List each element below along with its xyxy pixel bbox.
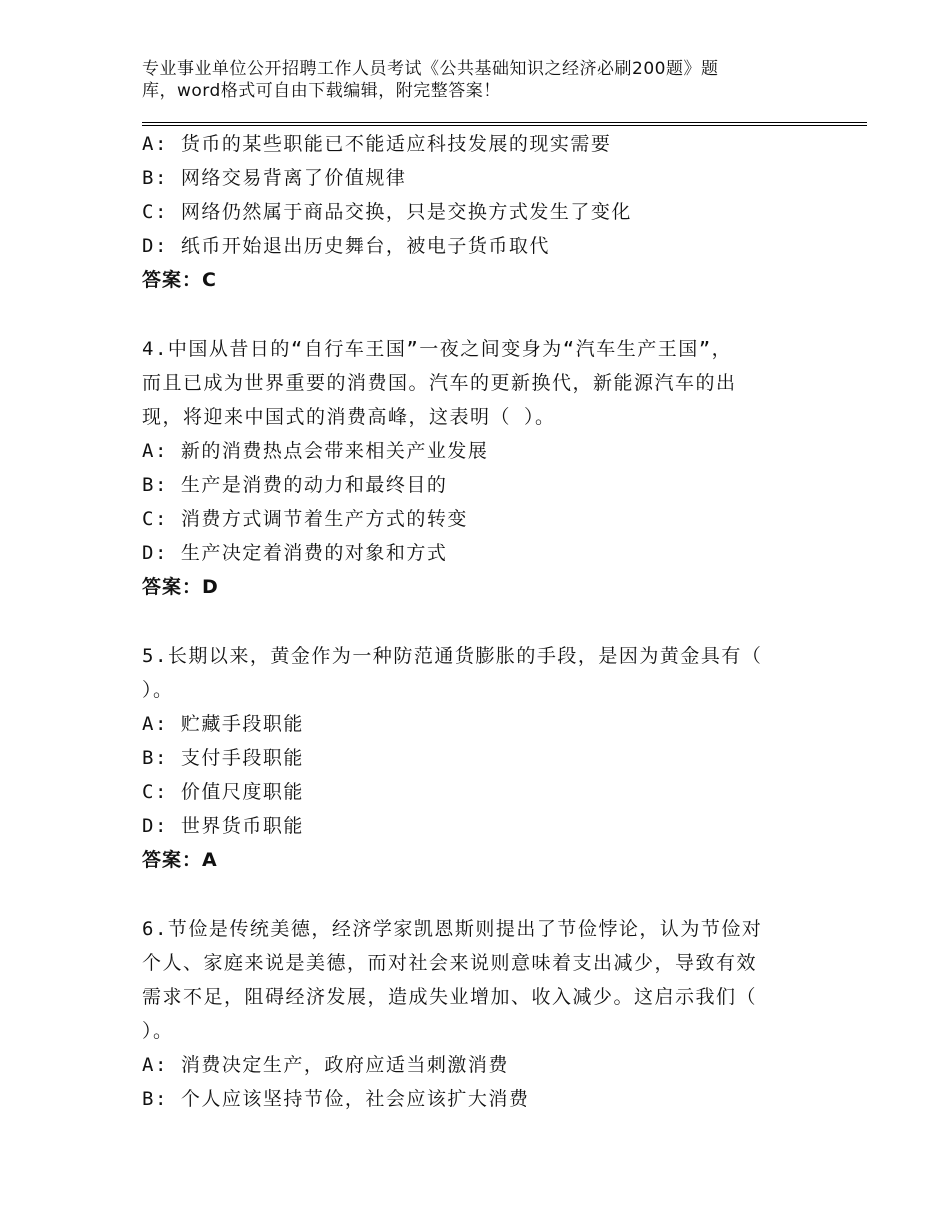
header-divider-top: [142, 122, 867, 123]
q4-stem-line-2: 而且已成为世界重要的消费国。汽车的更新换代，新能源汽车的出: [142, 372, 737, 394]
q5-option-c: C: 价值尺度职能: [142, 781, 304, 803]
q4-option-c: C: 消费方式调节着生产方式的转变: [142, 508, 468, 530]
q5-stem-line-1: 5.长期以来，黄金作为一种防范通货膨胀的手段，是因为黄金具有（: [142, 645, 763, 667]
q4-option-b: B: 生产是消费的动力和最终目的: [142, 474, 448, 496]
q3-option-c: C: 网络仍然属于商品交换，只是交换方式发生了变化: [142, 201, 632, 223]
document-header: [142, 58, 782, 102]
q3-option-d: D: 纸币开始退出历史舞台，被电子货币取代: [142, 235, 550, 257]
q6-stem-line-4: ）。: [142, 1020, 174, 1042]
header-line-2: 库，word格式可自由下载编辑，附完整答案！: [142, 81, 501, 101]
q6-option-b: B: 个人应该坚持节俭，社会应该扩大消费: [142, 1088, 530, 1110]
q4-option-d: D: 生产决定着消费的对象和方式: [142, 542, 448, 564]
q4-stem-line-3: 现，将迎来中国式的消费高峰，这表明（ ）。: [142, 406, 556, 428]
q6-option-a: A: 消费决定生产，政府应适当刺激消费: [142, 1054, 509, 1076]
header-line-1: 专业事业单位公开招聘工作人员考试《公共基础知识之经济必刷200题》题: [142, 59, 719, 79]
q6-stem-line-2: 个人、家庭来说是美德，而对社会来说则意味着支出减少，导致有效: [142, 952, 758, 974]
q4-answer: 答案：D: [142, 576, 219, 598]
q5-stem-line-2: ）。: [142, 679, 174, 701]
q4-stem-line-1: 4.中国从昔日的“自行车王国”一夜之间变身为“汽车生产王国”，: [142, 338, 733, 360]
header-divider-bottom: [142, 125, 867, 126]
q6-stem-line-3: 需求不足，阻碍经济发展，造成失业增加、收入减少。这启示我们（: [142, 986, 758, 1008]
q5-option-d: D: 世界货币职能: [142, 815, 304, 837]
q3-option-b: B: 网络交易背离了价值规律: [142, 167, 407, 189]
q5-answer: 答案：A: [142, 849, 218, 871]
q3-option-a: A: 货币的某些职能已不能适应科技发展的现实需要: [142, 133, 612, 155]
q4-option-a: A: 新的消费热点会带来相关产业发展: [142, 440, 489, 462]
q5-option-a: A: 贮藏手段职能: [142, 713, 304, 735]
q6-stem-line-1: 6.节俭是传统美德，经济学家凯恩斯则提出了节俭悖论，认为节俭对: [142, 918, 763, 940]
q5-option-b: B: 支付手段职能: [142, 747, 304, 769]
q3-answer: 答案：C: [142, 269, 217, 291]
